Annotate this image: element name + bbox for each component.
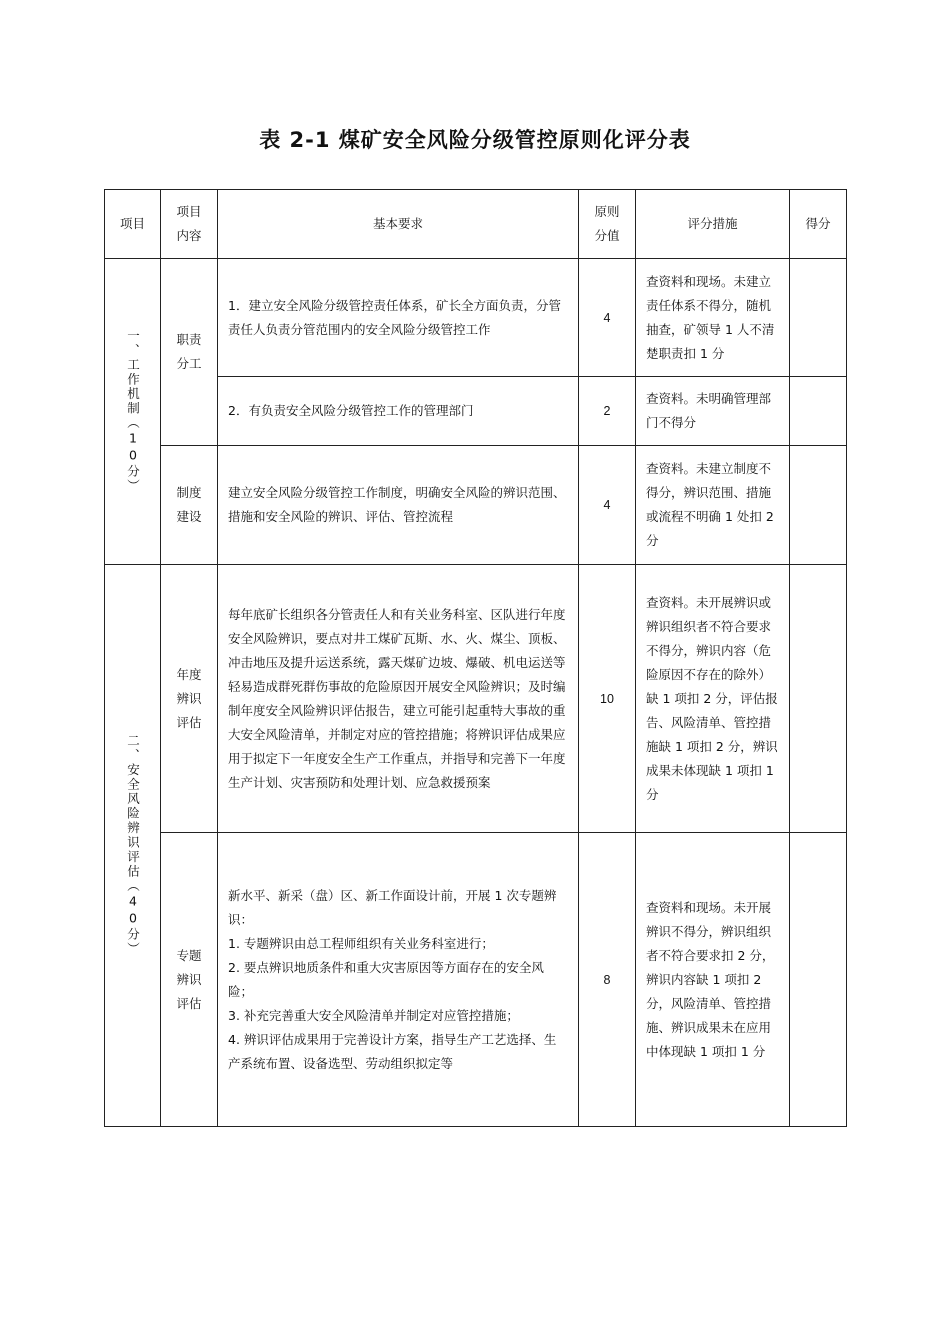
score-cell: 8	[579, 833, 636, 1127]
page-title: 表 2-1 煤矿安全风险分级管控原则化评分表	[259, 128, 691, 152]
table-row	[105, 565, 847, 833]
section-label	[105, 565, 161, 1127]
subsection-name: 职责 分工	[161, 259, 218, 446]
requirement-cell	[218, 833, 579, 1127]
measure-cell: 查资料。未明确管理部门不得分	[636, 377, 790, 446]
requirement-item: 3. 补充完善重大安全风险清单并制定对应管控措施；	[228, 1007, 519, 1023]
table-row	[105, 446, 847, 565]
subsection-name: 制度 建设	[161, 446, 218, 565]
header-measure: 评分措施	[636, 190, 790, 259]
table-row	[105, 259, 847, 377]
requirement-cell: 每年底矿长组织各分管责任人和有关业务科室、区队进行年度安全风险辨识，要点对井工煤矿瓦斯、水、火、煤尘、顶板、冲击地压及提升运送系统，露天煤矿边坡、爆破、机电运送等轻易造成群死群伤事故的危险原因开展安全风险辨识；及时编制年度安全风险辨识评估报告，建立可能引起重特大事故的重大安全风险清单，并制定对应的管控措施；将辨识评估成果应用于拟定下一年度安全生产工作重点，并指导和完善下一年度生产计划、灾害预防和处理计划、应急救援预案	[218, 565, 579, 833]
section-label	[105, 259, 161, 565]
measure-cell: 查资料和现场。未建立责任体系不得分，随机抽查，矿领导 1 人不清楚职责扣 1 分	[636, 259, 790, 377]
subsection-name: 专题 辨识 评估	[161, 833, 218, 1127]
score-cell: 10	[579, 565, 636, 833]
requirement-cell: 1．建立安全风险分级管控责任体系，矿长全方面负责，分管责任人负责分管范围内的安全风险分级管控工作	[218, 259, 579, 377]
header-item: 项目	[105, 190, 161, 259]
got-cell	[790, 565, 847, 833]
requirement-item: 1. 专题辨识由总工程师组织有关业务科室进行；	[228, 935, 494, 951]
table-row	[105, 833, 847, 1127]
score-cell: 2	[579, 377, 636, 446]
section-2-label: 二、安全风险辨识评估（40分）	[125, 734, 141, 957]
requirement-item: 2. 要点辨识地质条件和重大灾害原因等方面存在的安全风险；	[228, 959, 544, 999]
measure-cell: 查资料。未建立制度不得分，辨识范围、措施或流程不明确 1 处扣 2 分	[636, 446, 790, 565]
section-1-label: 一、工作机制（10分）	[125, 329, 141, 494]
measure-cell: 查资料和现场。未开展辨识不得分，辨识组织者不符合要求扣 2 分，辨识内容缺 1 项扣 2 分，风险清单、管控措施、辨识成果未在应用中体现缺 1 项扣 1 分	[636, 833, 790, 1127]
requirement-cell: 建立安全风险分级管控工作制度，明确安全风险的辨识范围、措施和安全风险的辨识、评估、管控流程	[218, 446, 579, 565]
got-cell	[790, 833, 847, 1127]
measure-cell: 查资料。未开展辨识或辨识组织者不符合要求不得分，辨识内容（危险原因不存在的除外）缺 1 项扣 2 分，评估报告、风险清单、管控措施缺 1 项扣 2 分，辨识成果未体现缺 1 项扣 1 分	[636, 565, 790, 833]
got-cell	[790, 259, 847, 377]
requirement-item: 4. 辨识评估成果用于完善设计方案，指导生产工艺选择、生产系统布置、设备选型、劳动组织拟定等	[228, 1031, 557, 1071]
table-header-row	[105, 190, 847, 259]
score-cell: 4	[579, 259, 636, 377]
score-cell: 4	[579, 446, 636, 565]
requirement-intro: 新水平、新采（盘）区、新工作面设计前，开展 1 次专题辨识：	[228, 887, 557, 927]
subsection-name: 年度 辨识 评估	[161, 565, 218, 833]
header-content: 项目 内容	[161, 190, 218, 259]
got-cell	[790, 446, 847, 565]
header-score: 原则 分值	[579, 190, 636, 259]
got-cell	[790, 377, 847, 446]
header-got: 得分	[790, 190, 847, 259]
header-requirement: 基本要求	[218, 190, 579, 259]
requirement-cell: 2．有负责安全风险分级管控工作的管理部门	[218, 377, 579, 446]
scoring-table	[104, 189, 847, 1127]
